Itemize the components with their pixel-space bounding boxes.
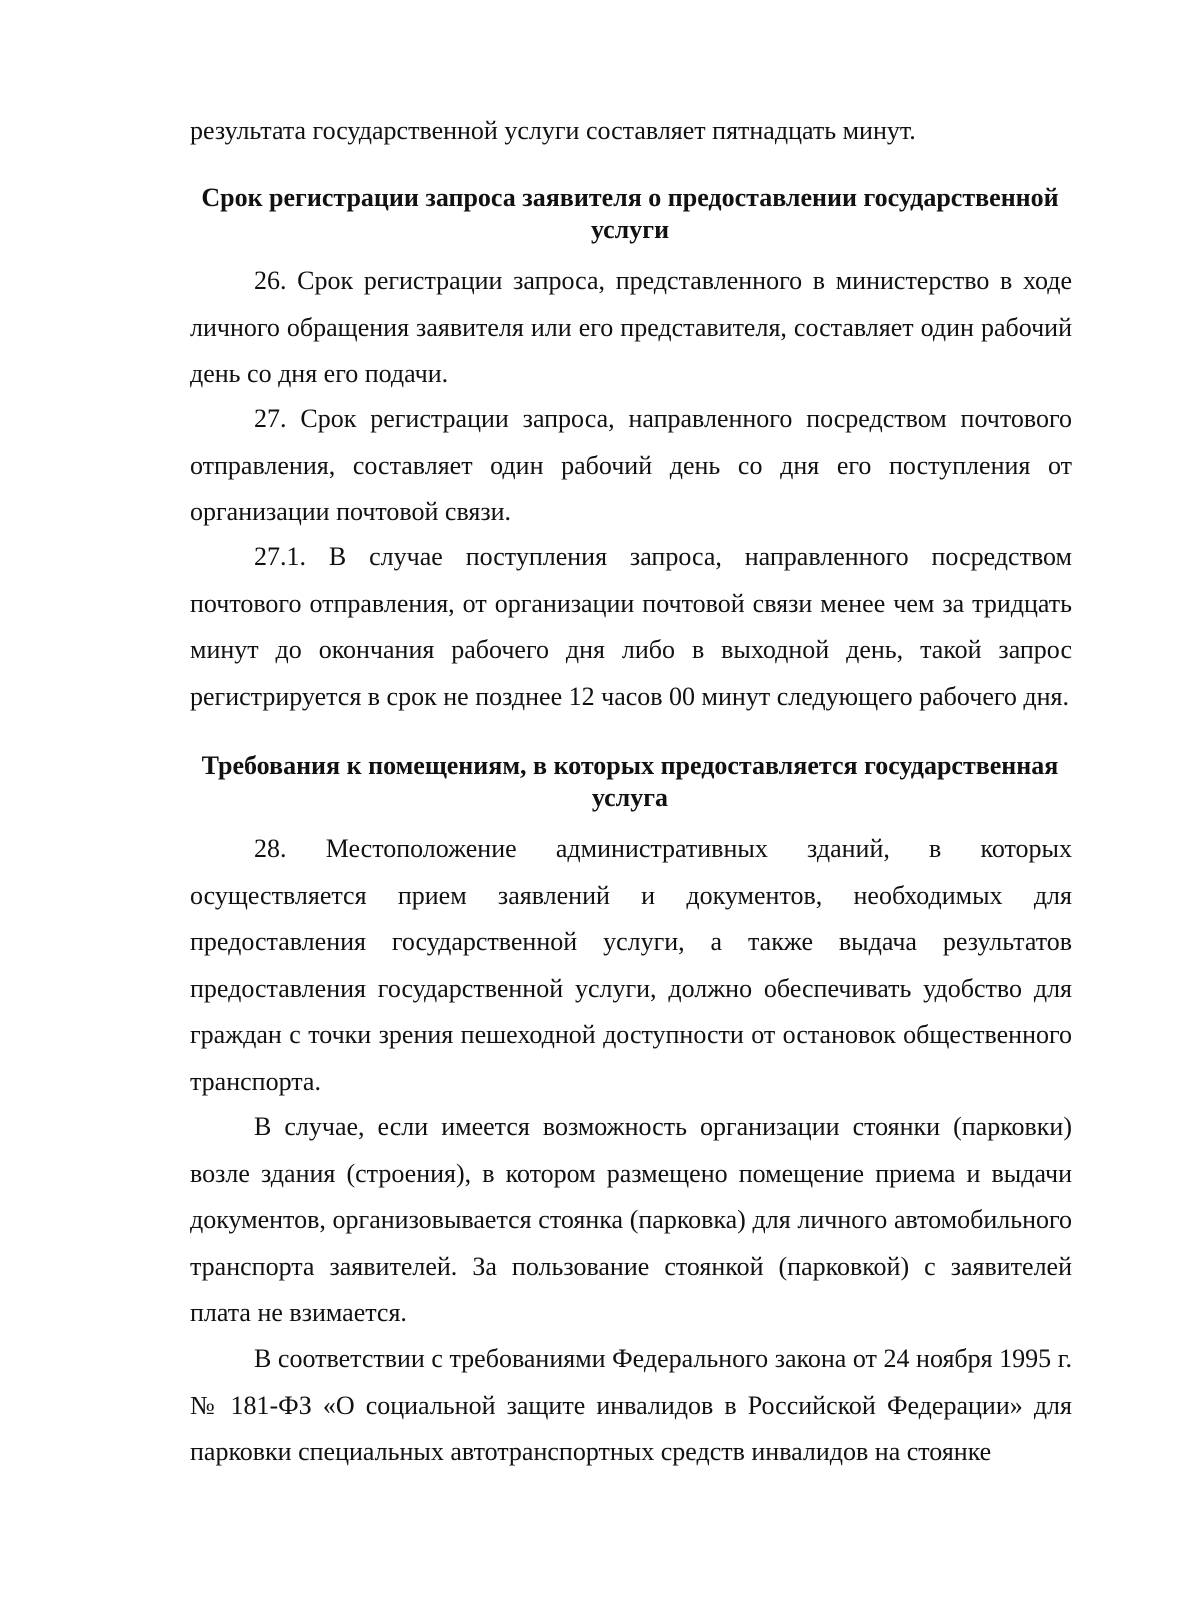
paragraph-parking: В случае, если имеется возможность организации стоянки (парковки) возле здания (строения), в котором размещено помещение приема и выдачи документов, организовывается стоянка (парковка) для личного автомобильного транспорта заявителей. За пользование стоянкой (парковкой) с заявителей плата не взимается.	[190, 1112, 1072, 1327]
paragraph-27-1: 27.1. В случае поступления запроса, направленного посредством почтового отправления, от организации почтовой связи менее чем за тридцать минут до окончания рабочего дня либо в выходной день, такой запрос регистрируется в срок не позднее 12 часов 00 минут следующего рабочего дня.	[190, 542, 1072, 711]
continuation-paragraph: результата государственной услуги составляет пятнадцать минут.	[190, 116, 916, 145]
section-heading-registration-term: Срок регистрации запроса заявителя о предоставлении государственной услуги	[201, 183, 1059, 244]
paragraph-26: 26. Срок регистрации запроса, представленного в министерство в ходе личного обращения заявителя или его представителя, составляет один рабочий день со дня его подачи.	[190, 266, 1072, 388]
paragraph-disabled-parking: В соответствии с требованиями Федерального закона от 24 ноября 1995 г. № 181-ФЗ «О социальной защите инвалидов в Российской Федерации» для парковки специальных автотранспортных средств инвалидов на стоянке	[190, 1344, 1072, 1466]
paragraph-28: 28. Местоположение административных зданий, в которых осуществляется прием заявлений и документов, необходимых для предоставления государственной услуги, а также выдача результатов предоставления государственной услуги, должно обеспечивать удобство для граждан с точки зрения пешеходной доступности от остановок общественного транспорта.	[190, 834, 1072, 1096]
paragraph-27: 27. Срок регистрации запроса, направленного посредством почтового отправления, составляет один рабочий день со дня его поступления от организации почтовой связи.	[190, 404, 1072, 526]
section-heading-premises-requirements: Требования к помещениям, в которых предоставляется государственная услуга	[201, 751, 1059, 812]
